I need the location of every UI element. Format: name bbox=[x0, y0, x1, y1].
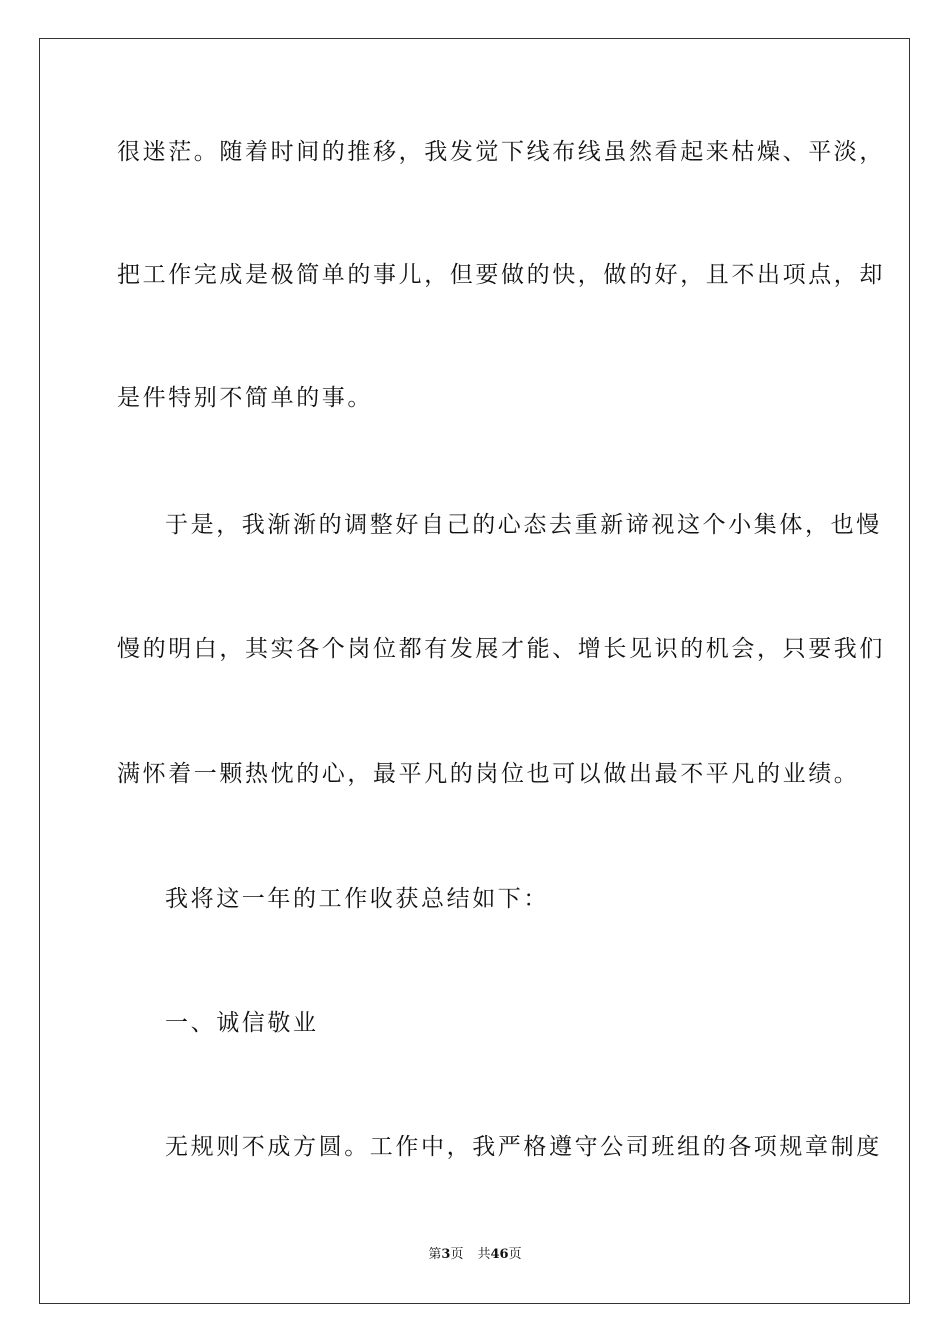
text-line-7: 我将这一年的工作收获总结如下： bbox=[165, 886, 549, 912]
text-line-9: 无规则不成方圆。工作中，我严格遵守公司班组的各项规章制度 bbox=[165, 1134, 882, 1160]
total-suffix: 页 bbox=[508, 1247, 522, 1262]
text-line-2: 把工作完成是极简单的事儿，但要做的快，做的好，且不出项点，却 bbox=[117, 262, 885, 288]
section-heading: 一、诚信敬业 bbox=[165, 1010, 319, 1036]
text-line-1: 很迷茫。随着时间的推移，我发觉下线布线虽然看起来枯燥、平淡， bbox=[117, 139, 885, 165]
total-prefix: 共 bbox=[477, 1247, 491, 1262]
page-footer bbox=[0, 1246, 950, 1264]
text-line-3: 是件特别不简单的事。 bbox=[117, 385, 373, 411]
page-prefix: 第 bbox=[428, 1247, 442, 1262]
text-line-6: 满怀着一颗热忱的心，最平凡的岗位也可以做出最不平凡的业绩。 bbox=[117, 761, 860, 787]
text-line-5: 慢的明白，其实各个岗位都有发展才能、增长见识的机会，只要我们 bbox=[117, 636, 885, 662]
page-border bbox=[39, 38, 910, 1304]
page-suffix: 页 bbox=[450, 1247, 464, 1262]
text-line-4: 于是，我渐渐的调整好自己的心态去重新谛视这个小集体，也慢 bbox=[165, 512, 882, 538]
total-pages: 46 bbox=[490, 1247, 509, 1262]
page-number: 3 bbox=[441, 1247, 451, 1262]
